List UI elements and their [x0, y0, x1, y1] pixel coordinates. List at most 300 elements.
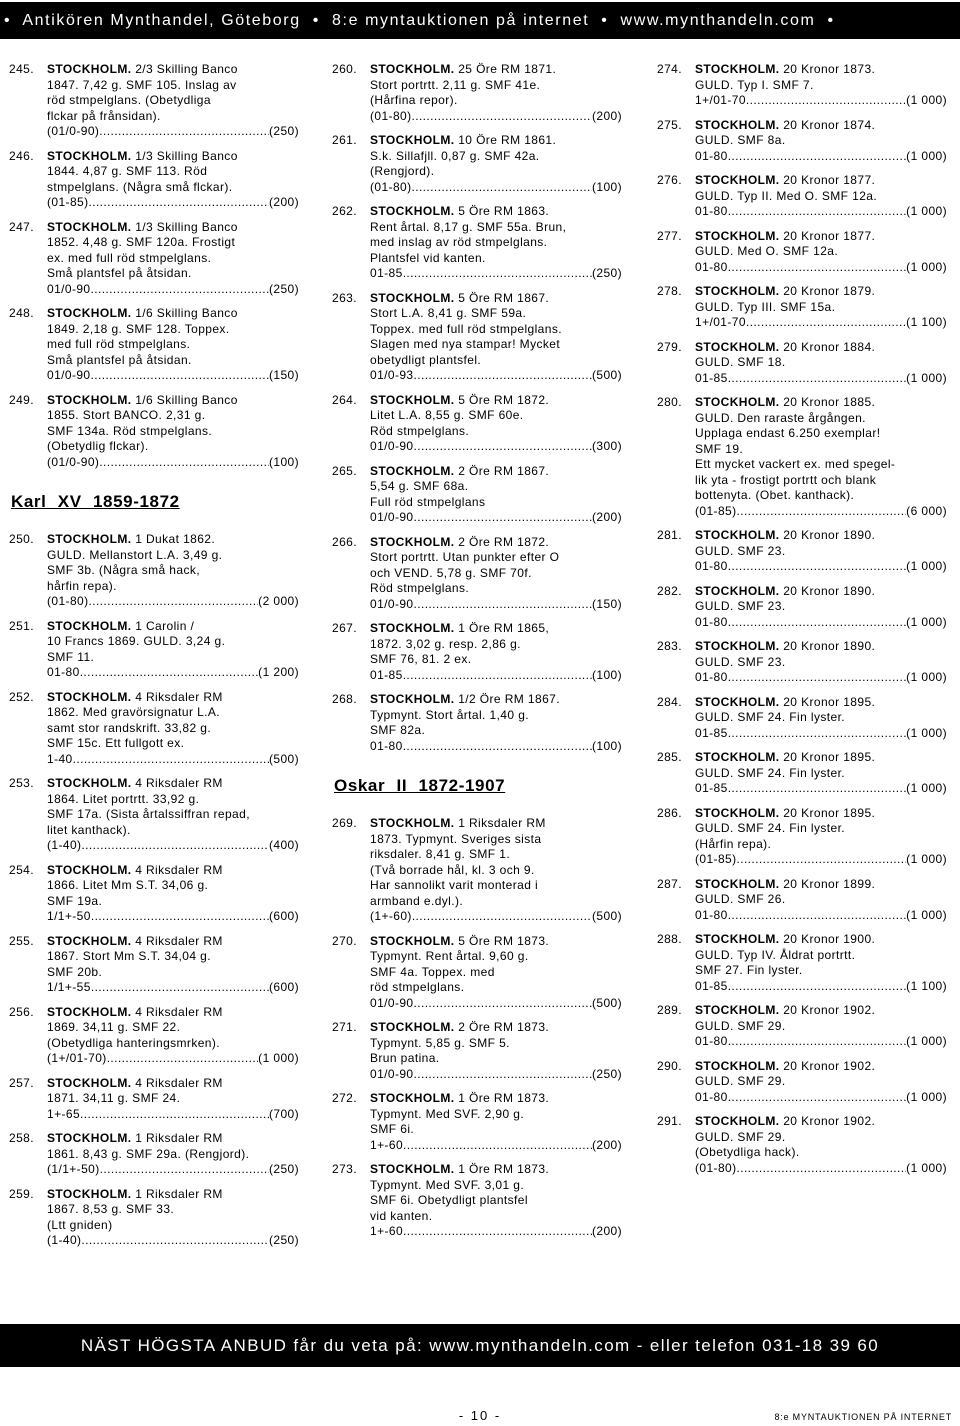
lot-line	[47, 149, 299, 165]
lot-grade-price	[695, 1161, 947, 1177]
lot-number: 254.	[9, 862, 34, 877]
lot-description: 1867. Stort Mm S.T. 34,04 g.	[47, 949, 211, 963]
lot-line	[695, 695, 947, 711]
lot-grade: 01-80	[695, 614, 728, 629]
lot-description: och VEND. 5,78 g. SMF 70f.	[370, 565, 532, 580]
lot-description: GULD. Typ III. SMF 15a.	[695, 299, 836, 314]
lot-description: 5 Öre RM 1872.	[458, 392, 550, 407]
lot-price: (1 100)	[906, 978, 947, 993]
dot-leader	[728, 781, 906, 797]
lot-grade: 01/0-90	[47, 281, 91, 296]
bullet-3: •	[601, 12, 609, 29]
lot-line	[370, 393, 622, 409]
lot-description: SMF 17a. (Sista årtalssiffran repad,	[47, 807, 250, 821]
lot-description: Full röd stmpelglans	[370, 494, 486, 509]
lot-description: Stort L.A. 8,41 g. SMF 59a.	[370, 306, 527, 320]
lot-price: (1 000)	[906, 1089, 947, 1104]
lot-entry	[9, 62, 299, 140]
lot-grade: 01-80	[695, 148, 728, 163]
lot-number: 287.	[657, 876, 682, 891]
lot-city: STOCKHOLM.	[695, 750, 780, 764]
lot-grade-price	[695, 504, 947, 520]
lot-number: 257.	[9, 1075, 34, 1090]
dot-leader	[728, 726, 906, 742]
lot-description: 20 Kronor 1890.	[783, 583, 876, 598]
lot-grade-price	[695, 93, 947, 109]
dot-leader	[91, 282, 269, 298]
dot-leader	[99, 124, 269, 140]
lot-number: 291.	[657, 1114, 682, 1128]
lot-description: 1855. Stort BANCO. 2,31 g.	[47, 408, 206, 422]
lot-entry	[9, 220, 299, 298]
lot-entry	[657, 173, 947, 220]
lot-description: 20 Kronor 1884.	[783, 339, 876, 354]
lot-grade-price	[370, 368, 622, 384]
lot-number: 255.	[9, 933, 34, 948]
header-bar	[0, 2, 960, 39]
lot-price: (1 000)	[906, 781, 947, 795]
lot-grade: 01-80	[695, 1034, 728, 1048]
lot-description: 1867. 8,53 g. SMF 33.	[47, 1202, 175, 1216]
lot-city: STOCKHOLM.	[47, 306, 132, 320]
lot-price: (500)	[591, 995, 622, 1010]
lot-line	[695, 528, 947, 544]
lot-city: STOCKHOLM.	[695, 932, 780, 946]
dot-leader	[728, 371, 906, 387]
lot-city: STOCKHOLM.	[695, 339, 780, 354]
dot-leader	[736, 852, 906, 868]
lot-entry	[9, 1131, 299, 1178]
dot-leader	[728, 615, 906, 631]
lot-line	[695, 62, 947, 78]
lot-entry	[657, 932, 947, 994]
lot-description: GULD. Den raraste årgången.	[695, 410, 866, 425]
lot-grade-price	[370, 909, 622, 925]
dot-leader	[414, 368, 592, 384]
lot-price: (100)	[591, 738, 622, 753]
lot-line	[370, 816, 622, 832]
lot-description: litet kanthack).	[47, 822, 131, 837]
lot-grade-price	[370, 1224, 622, 1240]
lot-grade: 01-80	[695, 670, 728, 684]
lot-grade: 01-80	[695, 204, 728, 218]
lot-city: STOCKHOLM.	[695, 1114, 780, 1128]
lot-description: 20 Kronor 1877.	[783, 173, 876, 187]
lot-description: 20 Kronor 1890.	[783, 528, 876, 542]
footer-auction-label: 8:e MYNTAUKTIONEN PÅ INTERNET	[774, 1412, 952, 1422]
lot-number: 274.	[657, 62, 682, 76]
lot-grade-price	[695, 615, 947, 631]
lot-price: (150)	[268, 368, 299, 382]
lot-number: 275.	[657, 117, 682, 132]
lot-description: SMF 6i. Obetydligt plantsfel	[370, 1193, 528, 1207]
lot-price: (200)	[591, 1224, 622, 1238]
lot-description: (Rengjord).	[370, 164, 435, 178]
dot-leader	[414, 1067, 592, 1083]
lot-description: Toppex. med full röd stmpelglans.	[370, 321, 562, 336]
lot-number: 249.	[9, 392, 34, 407]
lot-grade: (01/0-90)	[47, 124, 100, 138]
bullet-2: •	[312, 12, 320, 29]
lot-description: 20 Kronor 1895.	[783, 805, 876, 820]
lot-grade-price	[370, 510, 622, 526]
lot-price: (250)	[591, 1066, 622, 1081]
lot-entry	[9, 776, 299, 854]
lot-city: STOCKHOLM.	[695, 805, 780, 820]
lot-price: (1 000)	[906, 725, 947, 740]
lot-entry	[657, 750, 947, 797]
lot-number: 270.	[332, 933, 357, 948]
lot-description: lik yta - frostigt portrtt och blank	[695, 472, 877, 487]
lot-grade: 01/0-90	[370, 995, 414, 1010]
lot-city: STOCKHOLM.	[695, 117, 780, 132]
lot-entry	[657, 395, 947, 519]
lot-description: 1/2 Öre RM 1867.	[458, 692, 560, 706]
lot-entry	[657, 229, 947, 276]
lot-line	[370, 934, 622, 950]
lot-number: 271.	[332, 1020, 357, 1034]
lot-description: Typmynt. Rent årtal. 9,60 g.	[370, 949, 529, 963]
lot-grade-price	[47, 368, 299, 384]
lot-grade: 01-85	[370, 266, 403, 280]
section-heading: Karl XV 1859-1872	[11, 492, 180, 511]
lot-description: 20 Kronor 1874.	[783, 117, 876, 132]
lot-description: 4 Riksdaler RM	[135, 862, 223, 877]
lot-entry	[332, 535, 622, 613]
lot-description: Slagen med nya stampar! Mycket	[370, 337, 561, 351]
lot-price: (400)	[268, 838, 299, 852]
lot-description: Brun patina.	[370, 1051, 440, 1065]
lot-price: (1 000)	[906, 204, 947, 218]
lot-description: 4 Riksdaler RM	[135, 776, 223, 790]
lot-entry	[332, 621, 622, 683]
lot-entry	[657, 340, 947, 387]
dot-leader	[411, 109, 592, 125]
lot-description: 4 Riksdaler RM	[135, 1075, 223, 1090]
lot-description: röd stmpelglans.	[370, 980, 465, 994]
lot-price: (500)	[268, 751, 299, 766]
lot-description: 2 Öre RM 1873.	[458, 1020, 550, 1034]
lot-description: 2 Öre RM 1867.	[458, 463, 550, 478]
bullet-4: •	[827, 12, 835, 29]
lot-price: (100)	[591, 667, 622, 682]
lot-price: (1 100)	[906, 315, 947, 329]
lot-description: 1872. 3,02 g. resp. 2,86 g.	[370, 636, 521, 651]
dot-leader	[728, 1034, 906, 1050]
lot-description: obetydligt plantsfel.	[370, 352, 482, 367]
lot-grade: 01/0-90	[370, 439, 414, 453]
lot-number: 272.	[332, 1091, 357, 1105]
lot-number: 290.	[657, 1058, 682, 1073]
lot-price: (250)	[268, 1162, 299, 1176]
lot-description: 1 Riksdaler RM	[135, 1186, 223, 1201]
lot-description: 5 Öre RM 1873.	[458, 933, 550, 948]
lot-entry	[9, 1005, 299, 1067]
lot-grade-price	[370, 109, 622, 125]
lot-grade: 01-80	[370, 738, 403, 753]
lot-description: 10 Öre RM 1861.	[458, 133, 557, 147]
lot-description: SMF 76, 81. 2 ex.	[370, 652, 472, 666]
lot-description: 1869. 34,11 g. SMF 22.	[47, 1020, 181, 1034]
lot-city: STOCKHOLM.	[370, 816, 455, 830]
dot-leader	[403, 266, 592, 282]
lot-entry	[657, 877, 947, 924]
lot-price: (600)	[268, 980, 299, 994]
lot-number: 264.	[332, 392, 357, 407]
lot-entry	[332, 393, 622, 455]
lot-price: (1 000)	[906, 614, 947, 629]
lot-description: 1 Öre RM 1873.	[458, 1162, 550, 1176]
lot-grade-price	[370, 1067, 622, 1083]
lot-grade-price	[47, 1107, 299, 1123]
lot-entry	[9, 1076, 299, 1123]
dot-leader	[91, 980, 269, 996]
dot-leader	[403, 1224, 592, 1240]
lot-grade: (1-40)	[47, 1233, 82, 1247]
lot-number: 278.	[657, 284, 682, 298]
lot-number: 281.	[657, 528, 682, 542]
lot-description: 5 Öre RM 1867.	[458, 290, 550, 305]
lot-city: STOCKHOLM.	[695, 639, 780, 653]
lot-grade-price	[370, 668, 622, 684]
lot-description: 20 Kronor 1890.	[783, 639, 876, 653]
lot-city: STOCKHOLM.	[47, 1075, 132, 1090]
lot-grade-price	[695, 260, 947, 276]
lot-description: hårfin repa).	[47, 578, 117, 593]
lot-description: 1 Dukat 1862.	[135, 532, 216, 546]
lot-number: 258.	[9, 1131, 34, 1145]
lot-city: STOCKHOLM.	[695, 284, 780, 298]
lot-description: GULD. SMF 23.	[695, 599, 786, 613]
lot-grade-price	[370, 739, 622, 755]
lot-description: Röd stmpelglans.	[370, 423, 470, 438]
lot-description: Ett mycket vackert ex. med spegel-	[695, 457, 896, 471]
lot-description: Typmynt. Med SVF. 3,01 g.	[370, 1177, 525, 1192]
lot-city: STOCKHOLM.	[47, 1004, 132, 1019]
lot-price: (250)	[268, 124, 299, 138]
lot-price: (1 000)	[906, 370, 947, 385]
dot-leader	[414, 510, 592, 526]
lot-city: STOCKHOLM.	[695, 395, 780, 409]
lot-price: (250)	[268, 281, 299, 296]
lot-line	[47, 532, 299, 548]
lot-price: (200)	[268, 195, 299, 209]
lot-description: röd stmpelglans. (Obetydliga	[47, 93, 211, 107]
lot-description: GULD. SMF 18.	[695, 355, 786, 369]
lot-description: 20 Kronor 1902.	[783, 1058, 876, 1073]
lot-description: SMF 6i.	[370, 1122, 415, 1136]
lot-city: STOCKHOLM.	[370, 621, 455, 635]
lot-entry	[332, 291, 622, 384]
lot-grade: (01/0-90)	[47, 454, 100, 469]
lot-number: 259.	[9, 1186, 34, 1201]
dot-leader	[736, 504, 906, 520]
lot-line	[370, 204, 622, 220]
lot-line	[695, 639, 947, 655]
lot-entry	[657, 806, 947, 868]
lot-entry	[9, 393, 299, 471]
footer-bar: NÄST HÖGSTA ANBUD får du veta på: www.mynthandeln.com - eller telefon 031-18 39 60	[0, 1324, 960, 1367]
lot-description: SMF 82a.	[370, 723, 426, 737]
lot-description: 20 Kronor 1879.	[783, 284, 876, 298]
lot-line	[47, 690, 299, 706]
lot-description: Stort portrtt. 2,11 g. SMF 41e.	[370, 77, 541, 92]
dot-leader	[728, 1090, 906, 1106]
lot-description: 1864. Litet portrtt. 33,92 g.	[47, 791, 200, 806]
lot-entry	[332, 204, 622, 282]
lot-description: 2 Öre RM 1872.	[458, 534, 550, 549]
lot-price: (200)	[591, 510, 622, 524]
lot-grade: 1/1+-55	[47, 980, 91, 994]
lot-description: GULD. SMF 24. Fin lyster.	[695, 821, 846, 835]
lot-description: riksdaler. 8,41 g. SMF 1.	[370, 847, 511, 861]
lot-grade: 01/0-90	[47, 368, 91, 382]
lot-price: (200)	[591, 1137, 622, 1152]
column-1	[9, 62, 299, 1258]
lot-number: 266.	[332, 534, 357, 549]
lot-entry	[657, 284, 947, 331]
lot-line	[47, 863, 299, 879]
dot-leader	[80, 1107, 269, 1123]
lot-description: 1844. 4,87 g. SMF 113. Röd	[47, 164, 208, 178]
lot-grade: 1+-60	[370, 1137, 404, 1152]
lot-description: (Obetydlig flckar).	[47, 439, 149, 453]
lot-grade: 1/1+-50	[47, 909, 91, 923]
lot-grade: (1+-60)	[370, 909, 412, 923]
lot-description: (Hårfin repa).	[695, 836, 772, 851]
lot-line	[695, 173, 947, 189]
lot-grade-price	[695, 979, 947, 995]
lot-entry	[332, 1091, 622, 1153]
lot-description: Typmynt. Med SVF. 2,90 g.	[370, 1106, 525, 1121]
lot-grade-price	[695, 559, 947, 575]
lot-description: 1/3 Skilling Banco	[135, 219, 238, 234]
lot-number: 245.	[9, 62, 34, 76]
lot-price: (250)	[591, 266, 622, 280]
lot-grade-price	[47, 1233, 299, 1249]
lot-description: 20 Kronor 1902.	[783, 1003, 876, 1017]
lot-description: 1/3 Skilling Banco	[135, 148, 238, 163]
lot-price: (1 000)	[906, 907, 947, 922]
lot-description: 1873. Typmynt. Sveriges sista	[370, 831, 542, 846]
lot-grade: 01-85	[370, 667, 403, 682]
lot-grade-price	[695, 1034, 947, 1050]
lot-line	[47, 306, 299, 322]
lot-grade-price	[47, 980, 299, 996]
lot-grade-price	[47, 455, 299, 471]
dot-leader	[728, 260, 906, 276]
lot-price: (100)	[591, 179, 622, 194]
page-number: - 10 -	[458, 1408, 502, 1423]
lot-city: STOCKHOLM.	[370, 534, 455, 549]
lot-grade-price	[370, 439, 622, 455]
lot-grade: (01-85)	[47, 195, 89, 209]
lot-line	[47, 1005, 299, 1021]
lot-description: Upplaga endast 6.250 exemplar!	[695, 426, 881, 440]
lot-number: 265.	[332, 463, 357, 478]
lot-price: (1 000)	[906, 852, 947, 866]
lot-city: STOCKHOLM.	[47, 862, 132, 877]
lot-description: S.k. Sillafjll. 0,87 g. SMF 42a.	[370, 148, 540, 163]
lot-price: (1 000)	[906, 1034, 947, 1048]
lot-grade: 1+/01-70	[695, 315, 746, 329]
lot-description: 25 Öre RM 1871.	[458, 62, 557, 76]
lot-entry	[657, 695, 947, 742]
lot-grade-price	[47, 752, 299, 768]
lot-line	[47, 1076, 299, 1092]
lot-line	[370, 1162, 622, 1178]
lot-description: GULD. SMF 8a.	[695, 133, 786, 147]
dot-leader	[411, 180, 592, 196]
lot-line	[47, 934, 299, 950]
lot-line	[695, 229, 947, 245]
lot-description: 1852. 4,48 g. SMF 120a. Frostigt	[47, 235, 236, 249]
lot-city: STOCKHOLM.	[47, 62, 132, 76]
lot-description: Plantsfel vid kanten.	[370, 250, 486, 265]
lot-grade-price	[695, 908, 947, 924]
lot-price: (1 000)	[906, 1160, 947, 1175]
lot-number: 268.	[332, 692, 357, 706]
dot-leader	[414, 996, 592, 1012]
lot-description: 2/3 Skilling Banco	[135, 62, 238, 76]
lot-entry	[9, 690, 299, 768]
lot-grade: 01-85	[695, 725, 728, 740]
lot-description: SMF 3b. (Några små hack,	[47, 563, 200, 577]
lot-grade: 1+/01-70	[695, 93, 746, 107]
lot-number: 276.	[657, 173, 682, 187]
lot-city: STOCKHOLM.	[695, 528, 780, 542]
lot-number: 284.	[657, 694, 682, 709]
lot-grade: 01-80	[695, 559, 728, 573]
lot-description: SMF 11.	[47, 649, 95, 664]
lot-entry	[657, 1059, 947, 1106]
header-website: www.mynthandeln.com	[620, 12, 816, 29]
lot-description: 4 Riksdaler RM	[135, 933, 223, 948]
lot-number: 285.	[657, 750, 682, 764]
lot-description: SMF 15c. Ett fullgott ex.	[47, 736, 185, 750]
lot-grade: 01-85	[695, 781, 728, 795]
dot-leader	[403, 739, 592, 755]
lot-grade: (01-80)	[695, 1160, 737, 1175]
lot-description: Litet L.A. 8,55 g. SMF 60e.	[370, 408, 524, 422]
lot-line	[695, 806, 947, 822]
lot-description: 20 Kronor 1877.	[783, 228, 876, 243]
lot-price: (1 000)	[906, 148, 947, 163]
lot-line	[695, 877, 947, 893]
lot-grade: (01-80)	[370, 108, 412, 123]
lot-price: (1 000)	[906, 259, 947, 274]
lot-city: STOCKHOLM.	[370, 133, 455, 147]
lot-entry	[332, 816, 622, 925]
dot-leader	[73, 752, 269, 768]
lot-number: 280.	[657, 395, 682, 409]
lot-description: 1871. 34,11 g. SMF 24.	[47, 1091, 181, 1105]
lot-price: (250)	[268, 1233, 299, 1247]
lot-grade: 1+-65	[47, 1106, 81, 1121]
lot-grade-price	[47, 195, 299, 211]
dot-leader	[414, 597, 592, 613]
lot-description: samt stor randskrift. 33,82 g.	[47, 720, 212, 735]
lot-number: 283.	[657, 639, 682, 653]
lot-entry	[657, 639, 947, 686]
lot-city: STOCKHOLM.	[370, 1162, 455, 1176]
lot-line	[370, 133, 622, 149]
lot-description: 1849. 2,18 g. SMF 128. Toppex.	[47, 321, 230, 336]
lot-description: Rent årtal. 8,17 g. SMF 55a. Brun,	[370, 219, 567, 234]
dot-leader	[728, 908, 906, 924]
lot-description: SMF 4a. Toppex. med	[370, 964, 495, 979]
lot-description: (Ltt gniden)	[47, 1217, 113, 1232]
